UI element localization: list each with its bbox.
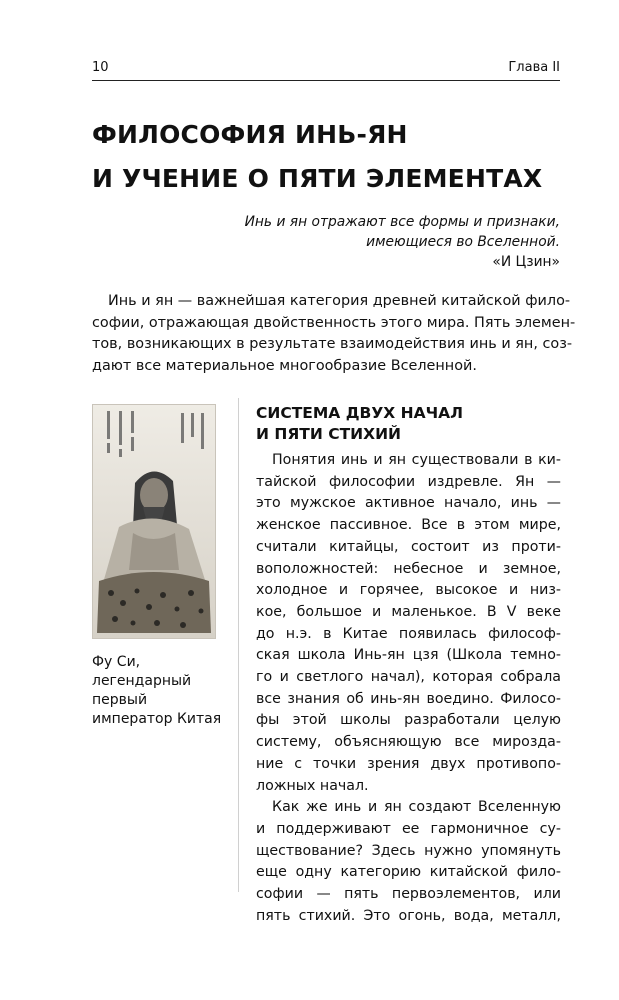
- chapter-title: [92, 113, 562, 201]
- chapter-title-line: И УЧЕНИЕ О ПЯТИ ЭЛЕМЕНТАХ: [92, 164, 543, 193]
- epigraph-source: «И Цзин»: [492, 254, 560, 270]
- lead-paragraph: [92, 291, 576, 377]
- body-line: ние с точки зрения двух противопо-: [256, 755, 561, 772]
- body-line: ская школа Инь-ян цзя (Школа темно-: [256, 647, 561, 664]
- body-line: все знания об инь-ян воедино. Филосо-: [256, 690, 561, 707]
- body-line: пять стихий. Это огонь, вода, металл,: [256, 907, 561, 924]
- lead-line: софии, отражающая двойственность этого мира. Пять элемен-: [92, 314, 576, 331]
- epigraph-line: Инь и ян отражают все формы и признаки,: [244, 214, 560, 230]
- caption-line: легендарный: [92, 673, 192, 689]
- body-line: еще одну категорию китайской фило-: [256, 864, 561, 881]
- body-line: софии — пять первоэлементов, или: [256, 886, 561, 903]
- body-line: и поддерживают ее гармоничное су-: [256, 820, 561, 837]
- section-body: [256, 450, 561, 927]
- portrait-painting-icon: [92, 404, 216, 639]
- body-line: до н.э. в Китае появилась философ-: [256, 625, 561, 642]
- body-line: кое, большое и маленькое. В V веке: [256, 603, 561, 620]
- column-divider: [238, 398, 239, 892]
- figure-caption: [92, 653, 232, 729]
- body-line: воположностей: небесное и земное,: [256, 560, 561, 577]
- body-line: считали китайцы, состоит из проти-: [256, 538, 561, 555]
- epigraph: [140, 212, 560, 272]
- chapter-title-line: ФИЛОСОФИЯ ИНЬ-ЯН: [92, 120, 408, 149]
- epigraph-line: имеющиеся во Вселенной.: [366, 234, 560, 250]
- body-line: ложных начал.: [256, 777, 369, 794]
- chapter-label: Глава II: [508, 60, 560, 75]
- lead-line: тов, возникающих в результате взаимодействия инь и ян, соз-: [92, 336, 573, 352]
- body-line: фы этой школы разработали целую: [256, 712, 561, 729]
- caption-line: Фу Си,: [92, 654, 141, 670]
- body-line: холодное и горячее, высокое и низ-: [256, 582, 561, 599]
- section-heading-line: СИСТЕМА ДВУХ НАЧАЛ: [256, 404, 463, 422]
- body-line: это мужское активное начало, инь —: [256, 495, 561, 512]
- body-line: го и светлого начал), которая собрала: [256, 669, 561, 686]
- lead-line: Инь и ян — важнейшая категория древней китайской фило-: [108, 293, 571, 309]
- caption-line: первый: [92, 692, 148, 708]
- body-line: женское пассивное. Все в этом мире,: [256, 517, 561, 534]
- page-number: 10: [92, 60, 109, 75]
- section-heading-line: И ПЯТИ СТИХИЙ: [256, 425, 402, 443]
- body-line: Понятия инь и ян существовали в ки-: [272, 452, 561, 468]
- section-heading: [256, 403, 561, 445]
- body-line: Как же инь и ян создают Вселенную: [272, 799, 561, 816]
- body-line: систему, объясняющую все мирозда-: [256, 734, 561, 751]
- header-rule: [92, 80, 560, 81]
- body-line: тайской философии издревле. Ян —: [256, 473, 561, 490]
- caption-line: император Китая: [92, 711, 222, 727]
- body-line: ществование? Здесь нужно упомянуть: [256, 842, 561, 859]
- lead-line: дают все материальное многообразие Вселенной.: [92, 357, 477, 374]
